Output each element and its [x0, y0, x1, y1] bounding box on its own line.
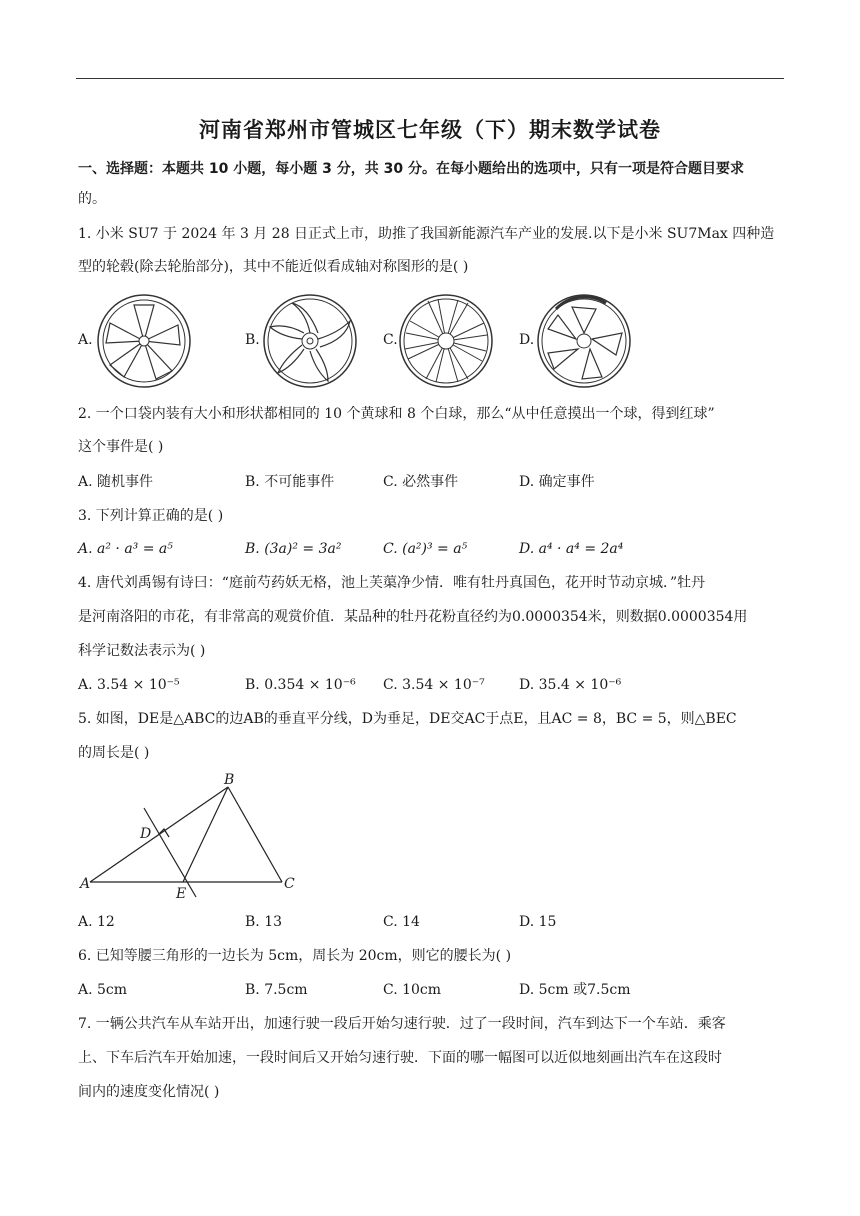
label-b: B: [224, 772, 235, 788]
q7-stem: 7. 一辆公共汽车从车站开出，加速行驶一段后开始匀速行驶．过了一段时间，汽车到达下一个车站．乘客: [78, 1016, 726, 1032]
label-c: C: [284, 876, 295, 892]
q2-stem: 2. 一个口袋内装有大小和形状都相同的 10 个黄球和 8 个白球，那么“从中任意摸出一个球，得到红球”: [78, 406, 715, 422]
q6-stem: 6. 已知等腰三角形的一边长为 5cm，周长为 20cm，则它的腰长为( ): [78, 948, 512, 964]
q3-option-a: A. a² · a³ = a⁵: [78, 541, 173, 557]
q4-stem: 4. 唐代刘禹锡有诗曰：“庭前芍药妖无格，池上芙蕖净少情．唯有牡丹真国色，花开时节动京城．”牡丹: [78, 575, 706, 591]
q2-option-c: C. 必然事件: [383, 474, 459, 490]
q6-option-a: A. 5cm: [78, 982, 128, 998]
q5-option-b: B. 13: [245, 914, 283, 930]
wheel-a-icon: [96, 293, 192, 389]
q4-stem-cont2: 科学记数法表示为( ): [78, 643, 206, 659]
q3-stem: 3. 下列计算正确的是( ): [78, 508, 224, 524]
q4-option-c: C. 3.54 × 10⁻⁷: [383, 677, 485, 693]
q3-option-c: C. (a²)³ = a⁵: [383, 541, 468, 557]
q2-stem-cont: 这个事件是( ): [78, 439, 164, 455]
q1-stem-cont: 型的轮毂(除去轮胎部分)，其中不能近似看成轴对称图形的是( ): [78, 259, 469, 275]
label-e: E: [176, 886, 187, 900]
q3-option-b: B. (3a)² = 3a²: [245, 541, 342, 557]
q5-stem-cont: 的周长是( ): [78, 745, 150, 761]
wheel-d-icon: [536, 293, 632, 389]
q5-stem: 5. 如图，DE是△ABC的边AB的垂直平分线，D为垂足，DE交AC于点E，且AC = 8，BC = 5，则△BEC: [78, 711, 737, 727]
q1-label-c: C.: [383, 332, 398, 348]
q6-option-d: D. 5cm 或7.5cm: [519, 982, 631, 998]
q1-label-b: B.: [245, 332, 260, 348]
header-rule: [76, 78, 784, 79]
q4-option-d: D. 35.4 × 10⁻⁶: [519, 677, 622, 693]
q2-option-a: A. 随机事件: [78, 474, 154, 490]
page-title: 河南省郑州市管城区七年级（下）期末数学试卷: [199, 118, 661, 142]
label-d: D: [140, 826, 152, 842]
q1-stem: 1. 小米 SU7 于 2024 年 3 月 28 日正式上市，助推了我国新能源汽车产业的发展.以下是小米 SU7Max 四种造: [78, 226, 775, 242]
q6-option-b: B. 7.5cm: [245, 982, 308, 998]
q4-stem-cont1: 是河南洛阳的市花，有非常高的观赏价值．某品种的牡丹花粉直径约为0.0000354米，则数据0.0000354用: [78, 609, 748, 625]
q5-option-c: C. 14: [383, 914, 420, 930]
q6-option-c: C. 10cm: [383, 982, 442, 998]
q3-option-d: D. a⁴ · a⁴ = 2a⁴: [519, 541, 624, 557]
q5-option-d: D. 15: [519, 914, 557, 930]
section-heading-cont: 的。: [78, 191, 106, 207]
q4-option-b: B. 0.354 × 10⁻⁶: [245, 677, 356, 693]
label-a: A: [80, 876, 91, 892]
q4-option-a: A. 3.54 × 10⁻⁵: [78, 677, 180, 693]
q1-label-d: D.: [519, 332, 535, 348]
triangle-figure: [78, 772, 308, 900]
q2-option-d: D. 确定事件: [519, 474, 595, 490]
q7-stem-cont1: 上、下车后汽车开始加速，一段时间后又开始匀速行驶．下面的哪一幅图可以近似地刻画出汽车在这段时: [78, 1050, 722, 1066]
section-heading: 一、选择题：本题共 10 小题，每小题 3 分，共 30 分。在每小题给出的选项中，只有一项是符合题目要求: [78, 161, 744, 177]
q1-label-a: A.: [78, 332, 93, 348]
q7-stem-cont2: 间内的速度变化情况( ): [78, 1084, 220, 1100]
q2-option-b: B. 不可能事件: [245, 474, 335, 490]
wheel-b-icon: [262, 293, 358, 389]
wheel-c-icon: [398, 293, 494, 389]
q5-option-a: A. 12: [78, 914, 115, 930]
